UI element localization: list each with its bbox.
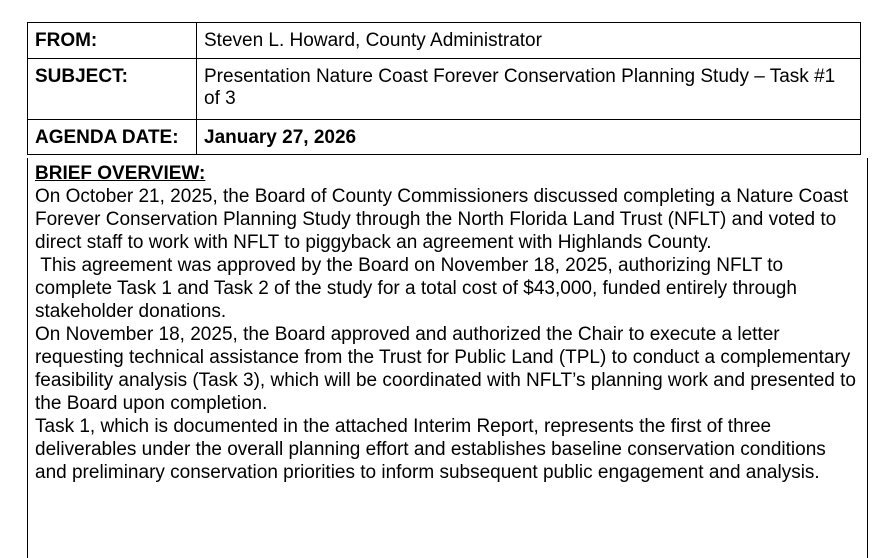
subject-value: Presentation Nature Coast Forever Conservation Planning Study – Task #1 of 3 [197,59,861,120]
overview-paragraph: This agreement was approved by the Board on November 18, 2025, authorizing NFLT to complete Task 1 and Task 2 of the study for a total cost of $43,000, funded entirely through stakeholder donations. [35,255,803,322]
overview-paragraph: On November 18, 2025, the Board approved and authorized the Chair to execute a letter requesting technical assistance from the Trust for Public Land (TPL) to conduct a complementary feasibility analysis (Task 3), which will be coordinated with NFLT’s planning work and presented to the Board upon completion. [35,324,862,414]
subject-label: SUBJECT: [28,59,197,120]
brief-overview-section [27,158,868,558]
from-row [28,23,861,59]
agenda-date-value: January 27, 2026 [197,120,861,155]
overview-paragraph: Task 1, which is documented in the attached Interim Report, represents the first of three deliverables under the overall planning effort and establishes baseline conservation conditions and preliminary conservation priorities to inform subsequent public engagement and analysis. [35,416,832,483]
from-value: Steven L. Howard, County Administrator [197,23,861,59]
subject-row [28,59,861,120]
from-label: FROM: [28,23,197,59]
memo-header-table [27,22,861,155]
brief-overview-title: BRIEF OVERVIEW: [35,163,206,184]
agenda-date-label: AGENDA DATE: [28,120,197,155]
overview-paragraph: On October 21, 2025, the Board of County Commissioners discussed completing a Nature Coast Forever Conservation Planning Study through the North Florida Land Trust (NFLT) and voted to direct staff to work with NFLT to piggyback an agreement with Highlands County. [35,186,854,253]
agenda-date-row [28,120,861,155]
